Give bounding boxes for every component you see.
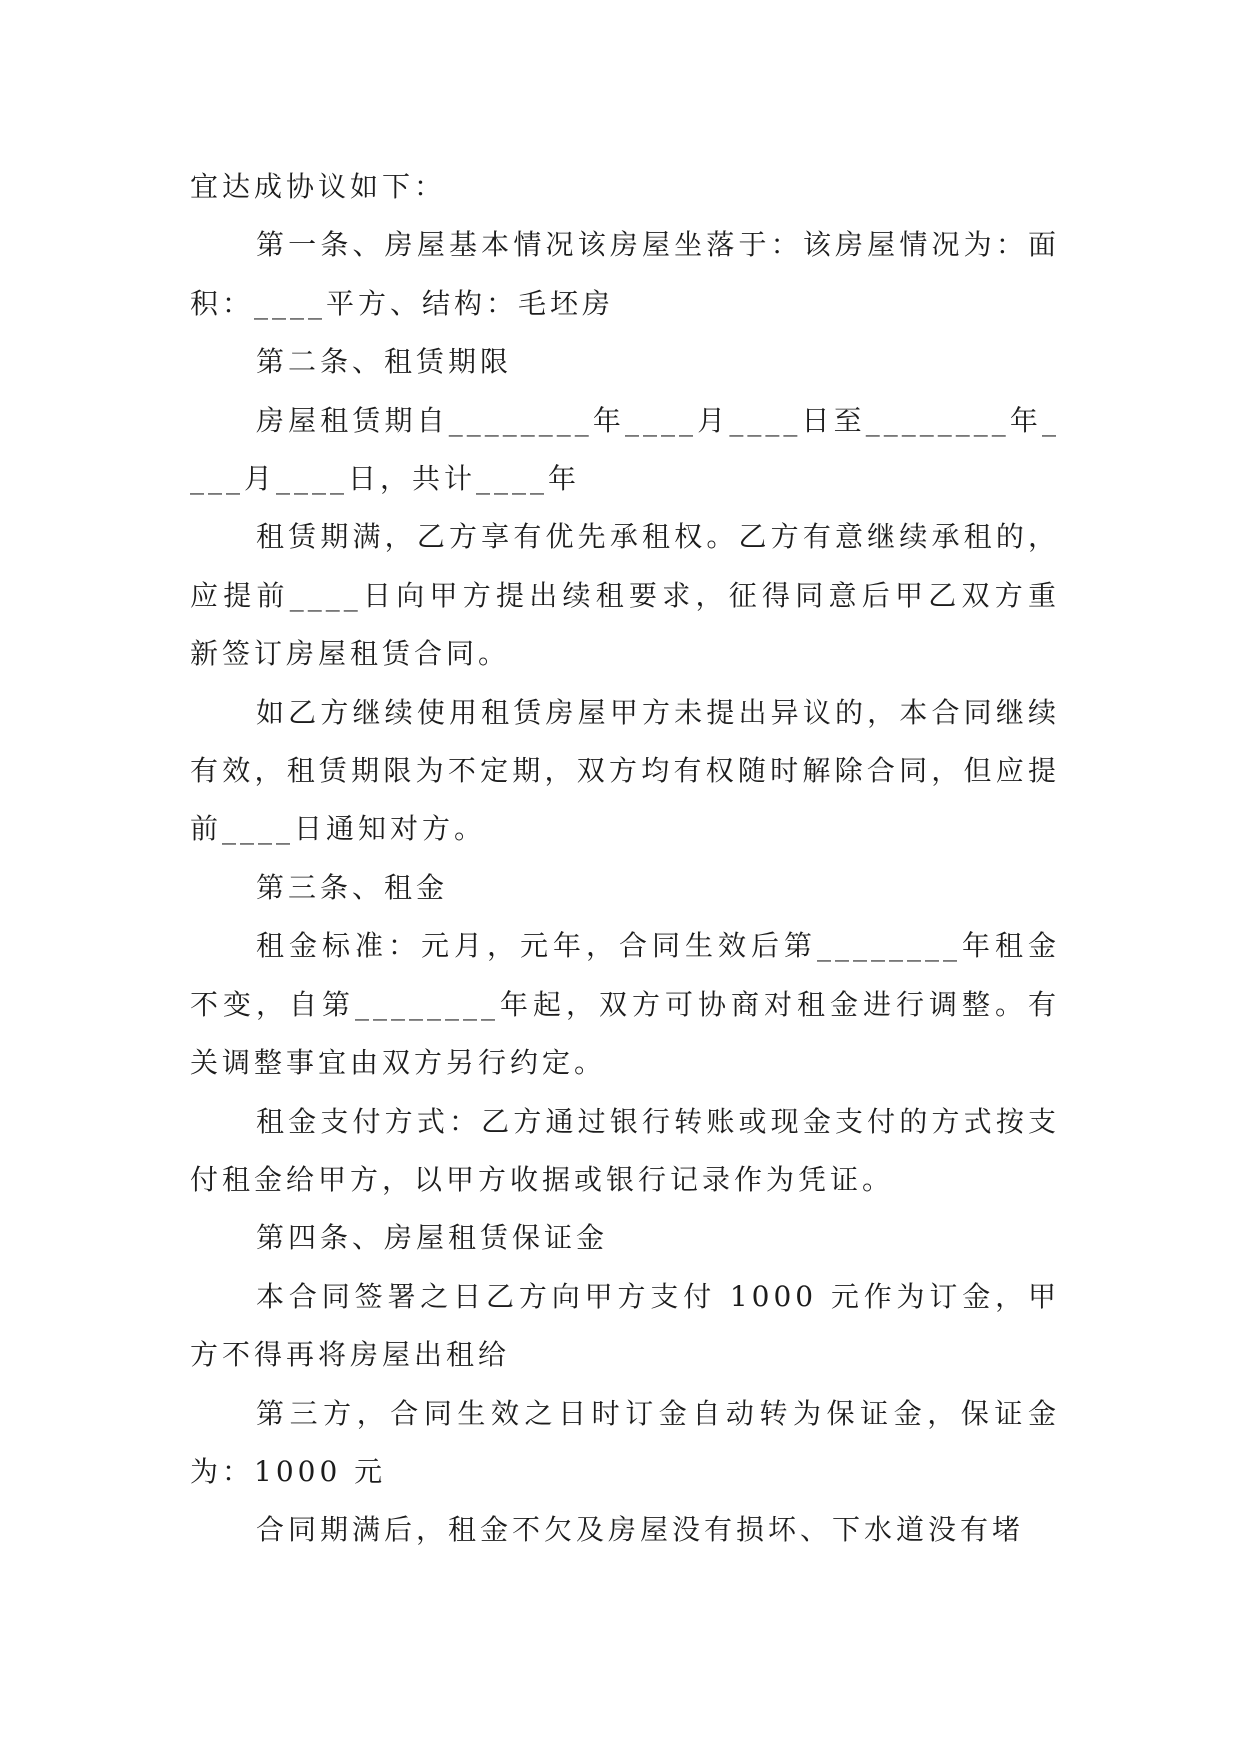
paragraph-rent-standard: 租金标准：元月，元年，合同生效后第________年租金不变，自第________年起，双方可协商对租金进行调整。有关调整事宜由双方另行约定。 bbox=[190, 929, 1060, 1080]
paragraph-lease-term: 房屋租赁期自________年____月____日至________年____月____日，共计____年 bbox=[190, 403, 1060, 496]
paragraph-deposit: 本合同签署之日乙方向甲方支付 1000 元作为订金，甲方不得再将房屋出租给 bbox=[190, 1279, 1060, 1372]
paragraph-article-1: 第一条、房屋基本情况该房屋坐落于：该房屋情况为：面积：____平方、结构：毛坯房 bbox=[190, 228, 1060, 320]
paragraph-renewal: 租赁期满，乙方享有优先承租权。乙方有意继续承租的，应提前____日向甲方提出续租要求，征得同意后甲乙双方重新签订房屋租赁合同。 bbox=[190, 520, 1060, 671]
heading-article-2: 第二条、租赁期限 bbox=[256, 345, 513, 379]
heading-article-3: 第三条、租金 bbox=[256, 870, 449, 904]
paragraph-intro: 宜达成协议如下： bbox=[190, 170, 447, 203]
paragraph-contract-expiry: 合同期满后，租金不欠及房屋没有损坏、下水道没有堵 bbox=[256, 1513, 1025, 1547]
document-body bbox=[190, 158, 1060, 1560]
paragraph-deposit-conversion: 第三方，合同生效之日时订金自动转为保证金，保证金为：1000 元 bbox=[190, 1396, 1060, 1488]
paragraph-indefinite-term: 如乙方继续使用租赁房屋甲方未提出异议的，本合同继续有效，租赁期限为不定期，双方均有权随时解除合同，但应提前____日通知对方。 bbox=[190, 695, 1060, 846]
heading-article-4: 第四条、房屋租赁保证金 bbox=[256, 1221, 609, 1255]
paragraph-rent-payment: 租金支付方式：乙方通过银行转账或现金支付的方式按支付租金给甲方，以甲方收据或银行记录作为凭证。 bbox=[190, 1104, 1060, 1196]
